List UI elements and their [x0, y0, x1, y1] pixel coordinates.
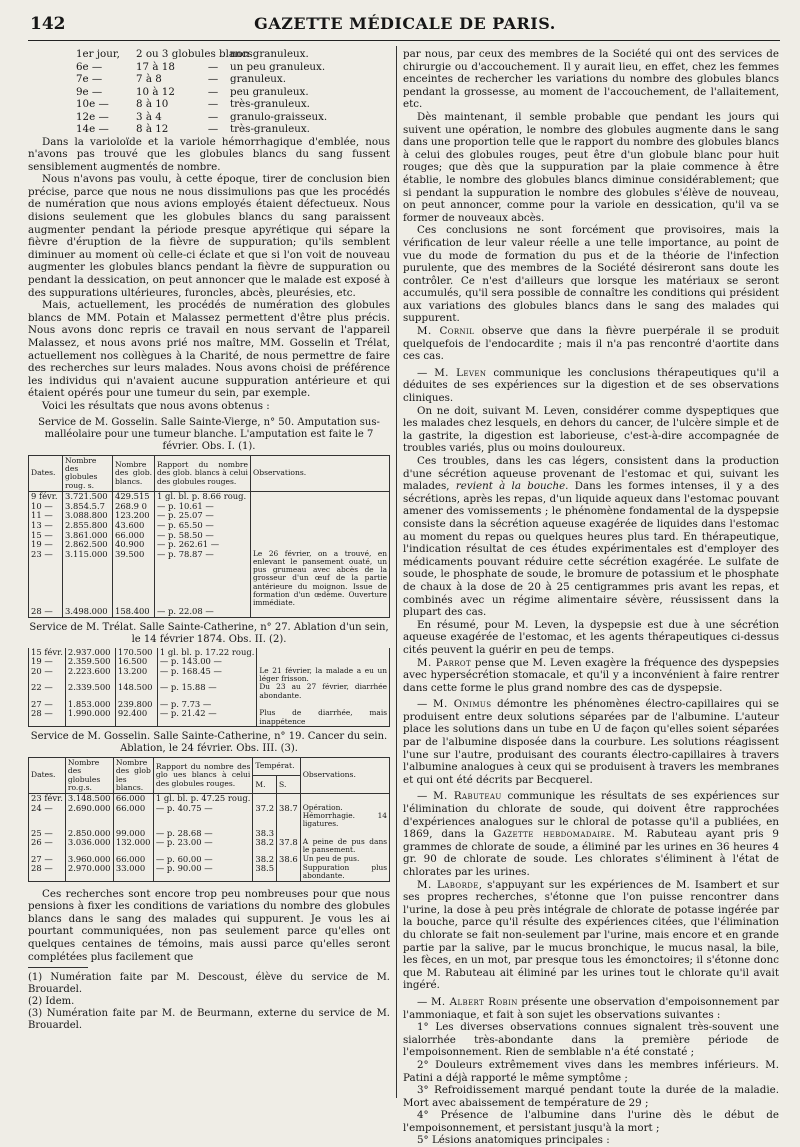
cell-rouges: 3.861.000	[63, 531, 113, 541]
cell-rouges: 3.148.500	[65, 794, 113, 804]
paragraph-leven: — M. Leven communique les conclusions thérapeutiques qu'il a déduites de ses expériences sur la digestion et de ses observations cliniques.	[403, 366, 779, 405]
paragraph-leven-3	[403, 455, 779, 619]
speaker-parrot: M. Parrot	[417, 656, 472, 669]
cell-date: 11 —	[29, 511, 63, 521]
globules-row	[76, 48, 390, 61]
cell-date: 20 —	[29, 667, 66, 683]
col-header-dates: Dates.	[29, 757, 66, 794]
globules-day: 7e —	[76, 73, 103, 85]
obs1-table	[28, 455, 390, 618]
footnote: (1) Numération faite par M. Descoust, élève du service de M. Brouardel.	[28, 972, 390, 996]
speaker-robin: M. Albert Robin	[430, 995, 518, 1008]
cell-date: 23 févr.	[29, 794, 66, 804]
obs1-caption: Service de M. Gosselin. Salle Sainte-Vierge, n° 50. Amputation sus-malléolaire pour une tumeur blanche. L'amputation est faite le 7 février. Obs. I. (1).	[38, 416, 380, 452]
journal-title: GAZETTE MÉDICALE DE PARIS.	[254, 14, 556, 33]
globules-range: 7 à 8	[136, 73, 162, 85]
cell-rouges: 1.990.000	[65, 709, 115, 726]
cell-rouges: 2.690.000	[65, 804, 113, 829]
cell-obs	[251, 492, 390, 502]
cell-rouges: 3.721.500	[63, 492, 113, 502]
globules-day: 12e —	[76, 110, 109, 123]
table-row	[29, 864, 390, 881]
cell-blancs: 123.200	[113, 511, 155, 521]
cell-blancs: 99.000	[113, 829, 153, 839]
cell-blancs: 43.600	[113, 521, 155, 531]
paragraph-leven-4: En résumé, pour M. Leven, la dyspepsie est due à une sécrétion aqueuse exagérée de l'estomac, et les agents thérapeutiques ci-dessus cités peuvent la guérir en peu de temps.	[403, 618, 779, 656]
col-header-soir: S.	[277, 776, 301, 794]
table-row	[29, 550, 390, 607]
leven-text: communique les conclusions thérapeutiques qu'il a déduites de ses expériences sur la digestion et de ses observations cliniques.	[403, 366, 779, 405]
globules-row	[76, 73, 390, 86]
table-row	[29, 709, 390, 726]
cell-obs	[251, 521, 390, 531]
footnote: (2) Idem.	[28, 996, 75, 1008]
cell-rouges: 2.339.500	[65, 683, 115, 699]
cell-blancs: 170.500	[115, 648, 157, 658]
globules-dash: —	[207, 98, 219, 110]
header-rule	[28, 40, 780, 41]
globules-quality: granuleux.	[230, 73, 287, 85]
col-header-blancs: Nombre des glob. blancs.	[113, 455, 155, 492]
col-header-dates: Dates.	[29, 455, 63, 492]
table-row	[29, 838, 390, 854]
cell-blancs: 13.200	[115, 667, 157, 683]
cell-rouges: 3.036.000	[65, 838, 113, 854]
cell-obs	[251, 511, 390, 521]
col-header-rouges: Nombre des globules ro.g.s.	[65, 757, 113, 794]
cell-obs	[251, 607, 390, 617]
cell-s	[277, 864, 301, 881]
cell-obs: Un peu de pus.	[300, 855, 389, 865]
cell-obs: Opération. Hémorrhagie. 14 ligatures.	[300, 804, 389, 829]
table-row	[29, 607, 390, 617]
speaker-cornil: M. Cornil	[417, 325, 475, 338]
cell-m: 38.5	[253, 864, 277, 881]
cell-date: 13 —	[29, 521, 63, 531]
paragraph-continuation: par nous, par ceux des membres de la Société qui ont des services de chirurgie ou d'accouchement. Il y aurait lieu, en effet, chez les femmes enceintes de rechercher les variations du nombre des globules blancs pendant la grossesse, au moment de l'accouchement, de l'allaitement, etc.	[403, 48, 779, 111]
globules-range: 10 à 12	[136, 85, 175, 98]
cell-obs: A peine de pus dans le pansement.	[300, 838, 389, 854]
cell-blancs: 268.9 0	[113, 502, 155, 512]
globules-row	[76, 111, 390, 124]
page-header	[30, 14, 780, 36]
cell-blancs: 66.000	[113, 855, 153, 865]
robin-observation-item: 3° Refroidissement marqué pendant toute la durée de la maladie. Mort avec abaissement de température de 29 ;	[403, 1084, 779, 1109]
paragraph-varioloide: Dans la varioloïde et la variole hémorrhagique d'emblée, nous n'avons pas trouvé que les globules blancs du sang fussent sensiblement augmentés de nombre.	[28, 135, 390, 173]
paragraph-leven-2: On ne doit, suivant M. Leven, considérer comme dyspeptiques que les malades chez lesquels, en dehors du cancer, de l'ulcère simple et de la gastrite, la digestion est laborieuse, c'est-à-dire accompagnée de troubles variés, plus ou moins douloureux.	[403, 404, 779, 455]
paragraph-parrot	[403, 657, 779, 695]
cell-rouges: 3.498.000	[63, 607, 113, 617]
globules-range: 8 à 12	[136, 123, 169, 135]
col-header-rapport: Rapport du nombre des glo ues blancs à celui des globules rouges.	[153, 757, 253, 794]
speaker-laborde: M. Laborde	[417, 878, 479, 891]
cell-obs: Plus de diarrhée, mais inappétence	[257, 709, 390, 726]
cornil-text: observe que dans la fièvre puerpérale il se produit quelquefois de l'endocardite ; mais il n'a pas rencontré d'aortite dans ces cas.	[403, 325, 779, 363]
cell-rapport: — p. 168.45 —	[157, 667, 257, 683]
page-number: 142	[30, 14, 66, 34]
cell-rapport: — p. 262.61 —	[155, 540, 251, 550]
cell-date: 15 —	[29, 531, 63, 541]
cell-rapport: 1 gl. bl. p. 8.66 roug.	[155, 492, 251, 502]
obs2-caption: Service de M. Trélat. Salle Sainte-Catherine, n° 27. Ablation d'un sein, le 14 février 1874. Obs. II. (2).	[29, 621, 389, 645]
globules-dash: —	[207, 110, 219, 123]
cell-rapport: — p. 58.50 —	[155, 531, 251, 541]
cell-blancs: 16.500	[115, 657, 157, 667]
robin-observation-item: 1° Les diverses observations connues signalent très-souvent une sialorrhée très-abondante dans la première période de l'empoisonnement. Rien de semblable n'a été constaté ;	[403, 1021, 779, 1059]
cell-rapport: — p. 10.61 —	[155, 502, 251, 512]
cell-m: 38.2	[253, 838, 277, 854]
cell-s: 38.6	[277, 855, 301, 865]
globules-quality: granulo-graisseux.	[230, 110, 328, 123]
col-header-temperature: Températ.	[253, 757, 300, 775]
globules-range: 3 à 4	[136, 110, 162, 123]
cell-obs: Le 26 février, on a trouvé, en enlevant le pansement ouaté, un pus grumeau avec abcès de la grosseur d'un œuf de la partie antérieure du moignon. Issue de formation d'un œdème. Ouverture immédiate.	[251, 550, 390, 607]
gazette-reference: Gazette hebdomadaire	[493, 828, 612, 841]
robin-observation-item: 4° Présence de l'albumine dans l'urine dès le début de l'empoisonnement, et persistant jusqu'à la mort ;	[403, 1109, 779, 1134]
cell-rouges: 2.937.000	[65, 648, 115, 658]
table-row	[29, 683, 390, 699]
paragraph-des-maintenant: Dès maintenant, il semble probable que pendant les jours qui suivent une opération, le nombre des globules augmente dans le sang dans une proportion telle que le rapport du nombre des globules blancs à celui des globules rouges, peut être d'un globule blanc pour huit rouges; que dès que la suppuration par la plaie commence à être établie, le nombre des globules blancs diminue considérablement; que si pendant la suppuration le nombre des globules s'élève de nouveau, on peut annoncer, comme pour la variole en dessication, qu'il va se former de nouveaux abcès.	[403, 110, 779, 224]
robin-observation-item: 2° Douleurs extrêmement vives dans les membres inférieurs. M. Patini a déjà rapporté le même symptôme ;	[403, 1058, 779, 1084]
cell-blancs: 92.400	[115, 709, 157, 726]
robin-observations-list	[403, 1021, 779, 1147]
globules-quality: très-granuleux.	[230, 98, 310, 110]
col-header-rouges: Nombre des globules roug. s.	[63, 455, 113, 492]
paragraph-conclusion-precise: Nous n'avons pas voulu, à cette époque, tirer de conclusion bien précise, parce que nous ne nous dissimulions pas que les procédés de numération que nous avions employés étaient défectueux. Nous disions seulement que les globules blancs du sang paraissent augmenter pendant la période presque apyrétique qui sépare la fièvre d'éruption de la fièvre de suppuration; qu'ils semblent diminuer au moment où celle-ci éclate et que si l'on voit de nouveau augmenter les globules blancs pendant la fièvre de suppuration ou pendant la dessication, on peut annoncer que le malade est exposé à des suppurations ultérieures, furoncles, abcès, pleurésies, etc.	[28, 173, 390, 299]
cell-obs: Le 21 février, la malade a eu un léger frisson.	[257, 667, 390, 683]
globules-row	[76, 123, 390, 136]
globules-list	[76, 48, 390, 136]
cell-blancs: 148.500	[115, 683, 157, 699]
leven3-text-a: Ces troubles, dans les cas légers, consistent dans la production d'une sécrétion aqueuse provenant de l'estomac et qui, suivant les malades,	[403, 455, 779, 493]
cell-rapport: — p. 40.75 —	[153, 804, 253, 829]
cell-date: 15 févr.	[29, 648, 66, 658]
obs3-caption: Service de M. Gosselin. Salle Sainte-Catherine, n° 19. Cancer du sein. Ablation, le 24 février. Obs. III. (3).	[30, 730, 388, 754]
globules-range: 8 à 10	[136, 98, 169, 110]
cell-blancs: 40.900	[113, 540, 155, 550]
table-row	[29, 667, 390, 683]
cell-blancs: 33.000	[113, 864, 153, 881]
globules-dash	[196, 48, 230, 61]
speaker-onimus: M. Onimus	[433, 698, 492, 711]
cell-date: 25 —	[29, 829, 66, 839]
cell-rapport: — p. 23.00 —	[153, 838, 253, 854]
cell-rapport: — p. 143.00 —	[157, 657, 257, 667]
cell-obs: Suppuration plus abondante.	[300, 864, 389, 881]
column-divider	[396, 46, 397, 1098]
paragraph-recherches: Ces recherches sont encore trop peu nombreuses pour que nous pensions à fixer les conditions de variations du nombre des globules blancs dans le sang des malades qui suppurent. Je vous les ai pourtant communiquées, non pas seulement parce qu'elles ont quelques centaines de témoins, mais aussi parce qu'elles seront complétées plus facilement que	[28, 887, 390, 963]
cell-date: 9 févr.	[29, 492, 63, 502]
obs2-table-body	[29, 648, 390, 727]
cell-rouges: 3.854.5.7	[63, 502, 113, 512]
cell-date: 28 —	[29, 709, 66, 726]
globules-day: 6e —	[76, 60, 103, 73]
footnote: (3) Numération faite par M. de Beurmann, externe du service de M. Brouardel.	[28, 1008, 390, 1032]
cell-m: 37.2	[253, 804, 277, 829]
paragraph-robin: — M. Albert Robin présente une observation d'empoisonnement par l'ammoniaque, et fait à son sujet les observations suivantes :	[403, 995, 779, 1021]
cell-rapport: 1 gl. bl. p. 47.25 roug.	[153, 794, 253, 804]
globules-day: 1er jour,	[76, 48, 120, 60]
cell-blancs: 66.000	[113, 794, 153, 804]
col-header-blancs: Nombre des glob les blancs.	[113, 757, 153, 794]
globules-dash: —	[207, 60, 219, 73]
onimus-text: démontre les phénomènes électro-capillaires qui se produisent entre deux solutions séparées par de l'albumine. L'auteur place les solutions dans un tube en U de façon qu'elles soient séparées par de l'albumine disposée dans la courbure. Les solutions réagissent l'une sur l'autre, produisant des courants électro-capillaires à travers l'albumine analogues à ceux qui se produisent à travers les membranes et qui ont été décrits par Becquerel.	[403, 698, 779, 786]
globules-quality: non granuleux.	[230, 48, 309, 60]
cell-date: 24 —	[29, 804, 66, 829]
right-column	[403, 48, 779, 1147]
cell-date: 27 —	[29, 700, 66, 710]
left-column	[28, 48, 390, 1032]
cell-blancs: 66.000	[113, 531, 155, 541]
cell-blancs: 429.515	[113, 492, 155, 502]
cell-blancs: 239.800	[115, 700, 157, 710]
robin-text: présente une observation d'empoisonnement par l'ammoniaque, et fait à son sujet les observations suivantes :	[403, 995, 779, 1021]
cell-blancs: 132.000	[113, 838, 153, 854]
cell-rapport: — p. 78.87 —	[155, 550, 251, 607]
cell-rouges: 3.115.000	[63, 550, 113, 607]
cell-rapport: — p. 21.42 —	[157, 709, 257, 726]
globules-dash: —	[207, 85, 219, 98]
globules-quality: un peu granuleux.	[230, 60, 326, 73]
footnotes	[28, 972, 390, 1032]
cell-rapport: — p. 7.73 —	[157, 700, 257, 710]
laborde-text: , s'appuyant sur les expériences de M. Isambert et sur ses propres recherches, s'étonne que l'on puisse rencontrer dans l'urine, la dose à peu près intégrale de chlorate de potasse ingérée par la bouche, parce qu'il résulte des expériences citées, que l'élimination du chlorate se fait non-seulement par l'urine, mais encore et en grande partie par la salive, par le mucus bronchique, le mucus nasal, la bile, les fèces, en un mot, par presque tous les émonctoires; il s'étonne donc que M. Rabuteau ait éliminé par les urines tout le chlorate qu'il avait ingéré.	[403, 878, 779, 992]
rabuteau-text-b: . M. Rabuteau ayant pris 9 grammes de chlorate de soude, a éliminé par les urines en 36 heures 4 gr. 90 de chlorate de soude. Les chlorates s'éliminent à l'état de chlorates par les urines.	[403, 828, 779, 878]
obs3-table	[28, 757, 390, 882]
globules-range: 17 à 18	[136, 60, 175, 73]
paragraph-numeration: Mais, actuellement, les procédés de numération des globules blancs de MM. Potain et Malassez permettent d'être plus précis. Nous avons donc repris ce travail en nous servant de l'appareil Malassez, et nous avons prié nos maître, MM. Gosselin et Trélat, actuellement nos collègues à la Charité, de nous permettre de faire des recherches sur leurs malades. Nous avons choisi de préférence les individus qui n'avaient aucune suppuration antérieure et qui étaient opérés pour une tumeur du sein, par exemple.	[28, 299, 390, 400]
globules-quality: peu granuleux.	[230, 85, 309, 98]
cell-rouges: 2.855.800	[63, 521, 113, 531]
globules-row	[76, 61, 390, 74]
cell-rapport: — p. 60.00 —	[153, 855, 253, 865]
cell-rapport: — p. 65.50 —	[155, 521, 251, 531]
obs2-table	[28, 648, 390, 727]
table-row	[29, 804, 390, 829]
cell-rouges: 3.088.800	[63, 511, 113, 521]
cell-obs	[251, 531, 390, 541]
cell-rapport: — p. 25.07 —	[155, 511, 251, 521]
speaker-rabuteau: M. Rabuteau	[433, 790, 502, 803]
col-header-observations: Observations.	[251, 455, 390, 492]
leven3-italic: revient à la bouche.	[455, 480, 569, 493]
robin-observation-item: 5° Lésions anatomiques principales :	[417, 1134, 610, 1147]
cell-rouges: 2.223.600	[65, 667, 115, 683]
cell-rouges: 3.960.000	[65, 855, 113, 865]
cell-date: 10 —	[29, 502, 63, 512]
paragraph-laborde	[403, 879, 779, 992]
parrot-text: pense que M. Leven exagère la fréquence des dyspepsies avec hypersécrétion stomacale, et qu'il y a inconvénient à faire rentrer dans cette forme le plus grand nombre des cas de dyspepsie.	[403, 656, 780, 694]
obs1-table-body	[29, 492, 390, 618]
cell-rouges: 2.850.000	[65, 829, 113, 839]
paragraph-conclusions: Ces conclusions ne sont forcément que provisoires, mais la vérification de leur valeur réelle a une telle importance, au point de vue du mode de formation du pus et de la théorie de l'infection purulente, que des membres de la Société désireront sans doute les contrôler. Ce n'est d'ailleurs que lorsque les matériaux se seront accumulés, qu'il sera possible de connaître les conditions qui président aux variations des globules blancs dans le sang des malades qui suppurent.	[403, 224, 779, 325]
col-header-matin: M.	[253, 776, 277, 794]
cell-rapport: — p. 90.00 —	[153, 864, 253, 881]
cell-s: 37.8	[277, 838, 301, 854]
speaker-leven: M. Leven	[434, 366, 487, 379]
globules-range: 2 ou 3 globules blancs	[136, 48, 253, 60]
cell-date: 19 —	[29, 657, 66, 667]
cell-rapport: — p. 15.88 —	[157, 683, 257, 699]
cell-date: 26 —	[29, 838, 66, 854]
cell-s: 38.7	[277, 804, 301, 829]
cell-obs	[257, 648, 390, 658]
globules-row	[76, 98, 390, 111]
globules-day: 14e —	[76, 123, 109, 135]
cell-rouges: 1.853.000	[65, 700, 115, 710]
col-header-observations: Observations.	[300, 757, 389, 794]
cell-rapport: — p. 28.68 —	[153, 829, 253, 839]
globules-row	[76, 86, 390, 99]
obs3-table-body	[29, 794, 390, 881]
cell-date: 19 —	[29, 540, 63, 550]
cell-blancs: 158.400	[113, 607, 155, 617]
cell-rouges: 2.970.000	[65, 864, 113, 881]
globules-quality: très-granuleux.	[230, 123, 310, 135]
paragraph-rabuteau: — M. Rabuteau communique les résultats de ses expériences sur l'élimination du chlorate de soude, qui doivent être rapprochées d'expériences analogues sur le chloral de potasse qu'il a publiées, en 1869, dans la Gazette hebdomadaire. M. Rabuteau ayant pris 9 grammes de chlorate de soude, a éliminé par les urines en 36 heures 4 gr. 90 de chlorate de soude. Les chlorates s'éliminent à l'état de chlorates par les urines.	[403, 790, 780, 878]
rabuteau-text-a: communique les résultats de ses expériences sur l'élimination du chlorate de soude, qui doivent être rapprochées d'expériences analogues sur le chloral de potasse qu'il a publiées, en 1869, dans la	[403, 790, 780, 841]
footnote-rule	[28, 967, 88, 968]
cell-blancs: 66.000	[113, 804, 153, 829]
col-header-rapport: Rapport du nombre des glob. blancs à celui des globules rouges.	[155, 455, 251, 492]
cell-rapport: 1 gl. bl. p. 17.22 roug.	[157, 648, 257, 658]
paragraph-resultats: Voici les résultats que nous avons obtenus :	[42, 399, 270, 412]
cell-date: 27 —	[29, 855, 66, 865]
cell-rapport: — p. 22.08 —	[155, 607, 251, 617]
cell-date: 22 —	[29, 683, 66, 699]
cell-rouges: 2.359.500	[65, 657, 115, 667]
cell-m: 38.3	[253, 829, 277, 839]
paragraph-cornil	[403, 325, 779, 363]
globules-day: 9e —	[76, 85, 103, 98]
cell-m: 38.2	[253, 855, 277, 865]
globules-day: 10e —	[76, 98, 109, 110]
cell-obs: Du 23 au 27 février, diarrhée abondante.	[257, 683, 390, 699]
cell-date: 28 —	[29, 607, 63, 617]
cell-date: 23 —	[29, 550, 63, 607]
cell-rouges: 2.862.500	[63, 540, 113, 550]
cell-obs	[251, 502, 390, 512]
globules-dash: —	[207, 123, 219, 135]
globules-dash: —	[207, 73, 219, 85]
cell-blancs: 39.500	[113, 550, 155, 607]
leven3-text-b: Dans les formes intenses, il y a des sécrétions, après les repas, d'un liquide aqueux dans l'estomac pouvant amener des vomissements ; le phénomène fondamental de la dyspepsie consiste dans la sécrétion aqueuse exagérée de liquides dans l'estomac au moment du repas ou quelques heures plus tard. En thérapeutique, l'indication résultat de ces études expérimentales est d'employer des médicaments pouvant réduire cette sécrétion exagérée. Le sulfate de soude, le phosphate de soude, le bromure de potassium et le phosphate de chaux à la dose de 20 à 25 centigrammes pris avant les repas, et combinés avec un régime alimentaire sévère, réussissent dans la plupart des cas.	[403, 480, 779, 619]
cell-date: 28 —	[29, 864, 66, 881]
paragraph-onimus: — M. Onimus démontre les phénomènes électro-capillaires qui se produisent entre deux solutions séparées par de l'albumine. L'auteur place les solutions dans un tube en U de façon qu'elles soient séparées par de l'albumine disposée dans la courbure. Les solutions réagissent l'une sur l'autre, produisant des courants électro-capillaires à travers l'albumine analogues à ceux qui se produisent à travers les membranes et qui ont été décrits par Becquerel.	[403, 698, 779, 786]
